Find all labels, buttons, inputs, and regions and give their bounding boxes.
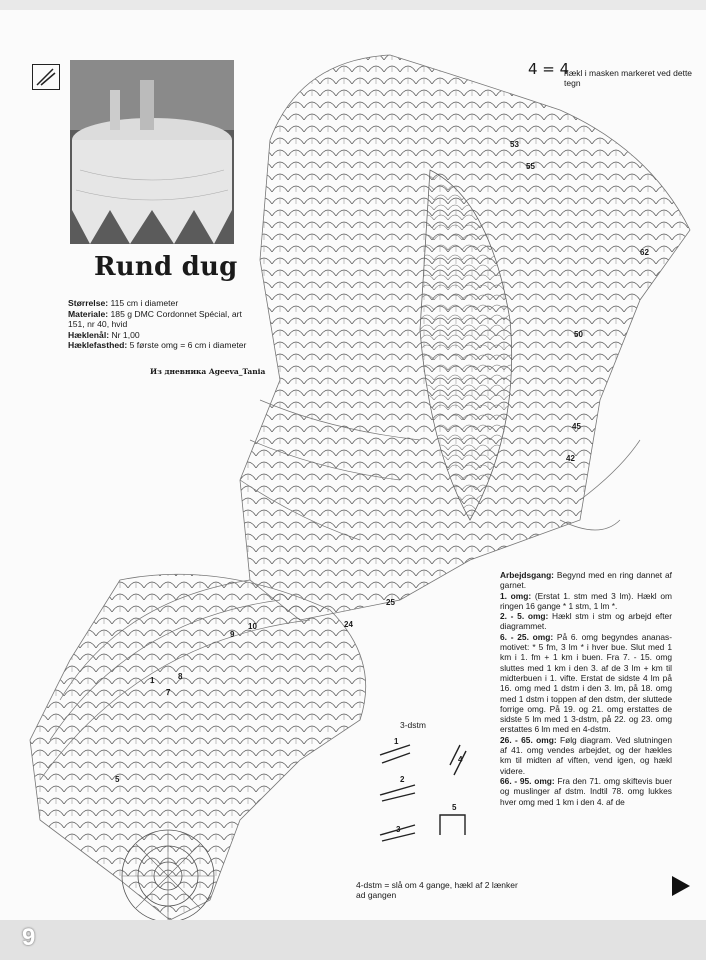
instruction-paragraph: Arbejdsgang: Begynd med en ring dannet af garnet. (500, 570, 672, 591)
round-label: 55 (526, 162, 535, 171)
step-label: 3 (396, 825, 401, 834)
legend-symbol: 4 = 4 (528, 60, 570, 78)
spec-material: Materiale: 185 g DMC Cordonnet Spécial, art 151, nr 40, hvid (68, 308, 242, 330)
scissors-icon (32, 64, 60, 90)
round-label: 62 (640, 248, 649, 257)
round-label: 7 (166, 688, 171, 697)
dstm-symbol-label: 3-dstm (400, 720, 426, 730)
round-label: 10 (248, 622, 257, 631)
tablecloth-photo (70, 60, 234, 244)
instructions (500, 570, 672, 807)
next-page-arrow-icon[interactable] (672, 876, 690, 896)
round-label: 50 (574, 330, 583, 339)
page-title: Rund dug (94, 252, 238, 282)
round-label: 1 (150, 676, 155, 685)
specs-block (68, 298, 248, 351)
step-label: 5 (452, 803, 457, 812)
round-label: 8 (178, 672, 183, 681)
round-label: 24 (344, 620, 353, 629)
page-number: 9 (22, 924, 36, 951)
spec-gauge: Hæklefasthed: 5 første omg = 6 cm i diameter (68, 340, 247, 351)
round-label: 9 (230, 630, 235, 639)
step-label: 1 (394, 737, 399, 746)
instruction-paragraph: 1. omg: (Erstat 1. stm med 3 lm). Hækl om ringen 16 gange * 1 stm, 1 lm *. (500, 590, 672, 611)
round-label: 45 (572, 422, 581, 431)
stitch-steps-illustration (370, 735, 480, 875)
instruction-paragraph: 2. - 5. omg: Hækl stm i stm og arbejd efter diagrammet. (500, 611, 672, 632)
spec-size: Størrelse: 115 cm i diameter (68, 298, 179, 308)
step-label: 2 (400, 775, 405, 784)
spec-hook: Hæklenål: Nr 1,00 (68, 329, 140, 340)
round-label: 42 (566, 454, 575, 463)
instruction-paragraph: 66. - 95. omg: Fra den 71. omg skiftevis buer og muslinger af dstm. Indtil 78. omg lukkes hver omg med 1 km i den 4. af de (500, 775, 672, 807)
instruction-paragraph: 6. - 25. omg: På 6. omg begyndes ananas-motivet: * 5 fm, 3 lm * i hver bue. Slut med 1 km i 1. fm + 1 km i buen. Fra 7. - 15. omg sluttes med 1 km i den 3. af de 3 lm + km til midterbuen i 1. vifte. Erstat de sidste 4 lm på 16. omg med 1 dstm i den 3. lm, på 18. omg med 1 dstm i toppen af den dstm, der sluttede forrige omg. På 19. og 21. omg erstattes de sidste 5 lm med 1 3-dstm, på 22. og 23. omg erstattes 6 lm med en 4-dstm. (500, 631, 672, 735)
step-label: 4 (458, 755, 463, 764)
instruction-paragraph: 26. - 65. omg: Følg diagram. Ved slutningen af 41. omg vendes arbejdet, og der hækles km til midten af viften, vend igen, og hækl videre. (500, 734, 672, 776)
round-label: 53 (510, 140, 519, 149)
chart-wedge-lower (30, 574, 366, 920)
round-label: 25 (386, 598, 395, 607)
legend-text: hækl i masken markeret ved dette tegn (564, 68, 693, 88)
dstm-explanation: 4-dstm = slå om 4 gange, hækl af 2 lænker ad gangen (356, 880, 518, 900)
credit-text: Из дневника Ageeva_Tania (150, 367, 266, 376)
page-footer (0, 920, 706, 960)
round-label: 5 (115, 775, 120, 784)
